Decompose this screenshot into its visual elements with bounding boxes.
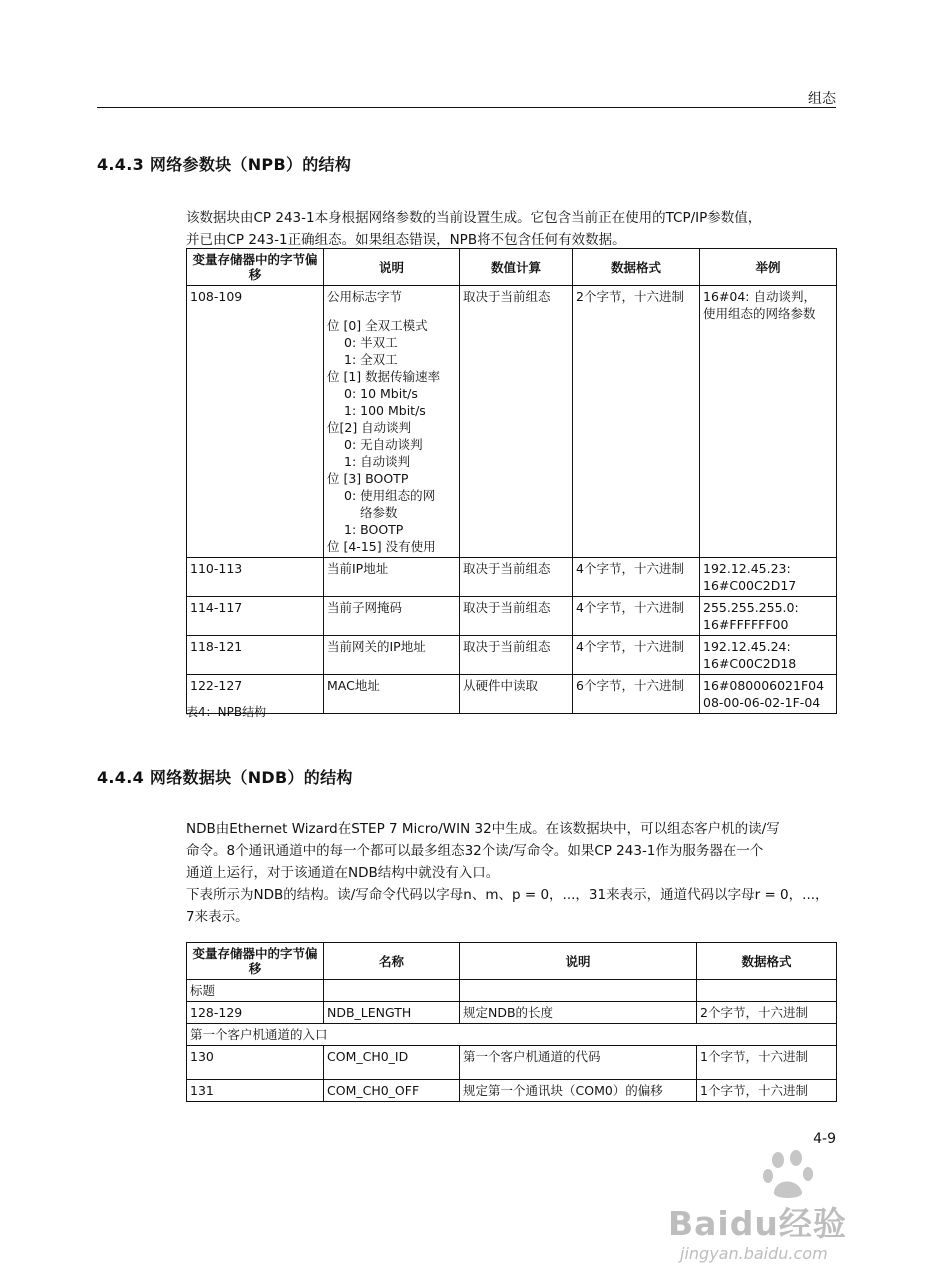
example-line: 16#C00C2D17	[703, 578, 797, 593]
desc-line: 1: BOOTP	[344, 522, 404, 537]
cell-example	[700, 597, 837, 636]
cell-offset: 130	[187, 1046, 324, 1080]
table-header-row	[187, 943, 837, 980]
section-heading-444: 4.4.4 网络数据块（NDB）的结构	[97, 768, 353, 787]
col-header: 数值计算	[460, 249, 573, 286]
watermark-url: jingyan.baidu.com	[680, 1244, 828, 1263]
desc-line: 1: 全双工	[344, 352, 398, 367]
example-line: 16#04: 自动谈判，	[703, 289, 816, 304]
table-row	[187, 558, 837, 597]
table-header-row	[187, 249, 837, 286]
npb-intro-line: 该数据块由CP 243-1本身根据网络参数的当前设置生成。它包含当前正在使用的TCP/IP参数值，	[186, 210, 762, 226]
ndb-structure-paragraph	[186, 884, 836, 928]
paw-print-icon	[760, 1148, 820, 1200]
table-row	[187, 675, 837, 714]
cell-format: 4个字节，十六进制	[573, 597, 700, 636]
ndb-intro-line: 通道上运行，对于该通道在NDB结构中就没有入口。	[186, 865, 500, 881]
example-line: 使用组态的网络参数	[703, 306, 816, 321]
table-row	[187, 1046, 837, 1080]
desc-line: 0: 10 Mbit/s	[344, 386, 418, 401]
table-row	[187, 1002, 837, 1024]
col-header: 变量存储器中的字节偏移	[187, 943, 324, 980]
cell-format: 4个字节，十六进制	[573, 636, 700, 675]
cell-format: 2个字节，十六进制	[697, 1002, 837, 1024]
header-rule	[97, 107, 836, 108]
table-row	[187, 597, 837, 636]
col-header: 数据格式	[697, 943, 837, 980]
col-header: 变量存储器中的字节偏移	[187, 249, 324, 286]
table-caption: 表4：NPB结构	[186, 705, 267, 719]
ndb-structure-line: 下表所示为NDB的结构。读/写命令代码以字母n、m、p = 0，...，31来表示，通道代码以字母r = 0，...，	[186, 887, 829, 903]
cell-offset: 114-117	[187, 597, 324, 636]
cell-description: MAC地址	[324, 675, 460, 714]
cell-example	[700, 636, 837, 675]
example-line: 16#080006021F04	[703, 678, 825, 693]
cell-format: 1个字节，十六进制	[697, 1046, 837, 1080]
ndb-table	[186, 942, 837, 1102]
example-line: 08-00-06-02-1F-04	[703, 695, 821, 710]
cell-description	[324, 286, 460, 558]
col-header: 名称	[324, 943, 460, 980]
cell-example	[700, 675, 837, 714]
desc-line: 0: 半双工	[344, 335, 398, 350]
group-label: 标题	[187, 980, 324, 1002]
cell-calc: 取决于当前组态	[460, 286, 573, 558]
group-label: 第一个客户机通道的入口	[187, 1024, 837, 1046]
cell-example	[700, 286, 837, 558]
cell-description: 规定第一个通讯块（COM0）的偏移	[460, 1080, 697, 1102]
cell-description: 当前IP地址	[324, 558, 460, 597]
cell-description: 第一个客户机通道的代码	[460, 1046, 697, 1080]
desc-line: 公用标志字节	[327, 289, 403, 304]
desc-line: 位 [4-15] 没有使用	[327, 539, 436, 554]
watermark	[668, 1148, 878, 1268]
desc-line: 0: 使用组态的网	[344, 488, 436, 503]
page-number: 4-9	[813, 1131, 836, 1147]
npb-table	[186, 248, 837, 714]
desc-line: 1: 100 Mbit/s	[344, 403, 426, 418]
cell-name: COM_CH0_ID	[324, 1046, 460, 1080]
cell-format: 6个字节，十六进制	[573, 675, 700, 714]
table-group-row	[187, 980, 837, 1002]
table-row	[187, 1080, 837, 1102]
cell-format: 1个字节，十六进制	[697, 1080, 837, 1102]
cell-calc: 取决于当前组态	[460, 597, 573, 636]
cell-calc: 从硬件中读取	[460, 675, 573, 714]
cell-example	[700, 558, 837, 597]
cell-offset: 110-113	[187, 558, 324, 597]
example-line: 192.12.45.23:	[703, 561, 791, 576]
running-header: 组态	[808, 91, 836, 107]
cell-offset: 108-109	[187, 286, 324, 558]
cell-description: 规定NDB的长度	[460, 1002, 697, 1024]
ndb-structure-line: 7来表示。	[186, 909, 249, 925]
npb-intro-paragraph	[186, 207, 836, 251]
watermark-logo: Baidu经验	[668, 1204, 847, 1243]
ndb-intro-line: 命令。8个通讯通道中的每一个都可以最多组态32个读/写命令。如果CP 243-1作为服务器在一个	[186, 843, 764, 859]
table-row	[187, 286, 837, 558]
ndb-intro-paragraph	[186, 818, 836, 884]
col-header: 举例	[700, 249, 837, 286]
cell-offset: 131	[187, 1080, 324, 1102]
col-header: 数据格式	[573, 249, 700, 286]
cell-offset: 128-129	[187, 1002, 324, 1024]
cell-offset: 122-127	[187, 675, 324, 714]
desc-line: 位 [0] 全双工模式	[327, 318, 428, 333]
desc-line: 位 [3] BOOTP	[327, 471, 409, 486]
cell-name: NDB_LENGTH	[324, 1002, 460, 1024]
cell-offset: 118-121	[187, 636, 324, 675]
section-heading-443: 4.4.3 网络参数块（NPB）的结构	[97, 155, 352, 174]
desc-line: 0: 无自动谈判	[344, 437, 423, 452]
cell-format: 2个字节，十六进制	[573, 286, 700, 558]
cell-calc: 取决于当前组态	[460, 636, 573, 675]
table-group-row	[187, 1024, 837, 1046]
example-line: 192.12.45.24:	[703, 639, 791, 654]
desc-line: 络参数	[360, 505, 398, 520]
cell-name: COM_CH0_OFF	[324, 1080, 460, 1102]
cell-description: 当前网关的IP地址	[324, 636, 460, 675]
cell-description: 当前子网掩码	[324, 597, 460, 636]
col-header: 说明	[460, 943, 697, 980]
example-line: 255.255.255.0:	[703, 600, 799, 615]
desc-line: 1: 自动谈判	[344, 454, 411, 469]
example-line: 16#C00C2D18	[703, 656, 797, 671]
cell-format: 4个字节，十六进制	[573, 558, 700, 597]
table-row	[187, 636, 837, 675]
desc-line: 位[2] 自动谈判	[327, 420, 412, 435]
desc-line: 位 [1] 数据传输速率	[327, 369, 441, 384]
col-header: 说明	[324, 249, 460, 286]
example-line: 16#FFFFFF00	[703, 617, 789, 632]
cell-calc: 取决于当前组态	[460, 558, 573, 597]
ndb-intro-line: NDB由Ethernet Wizard在STEP 7 Micro/WIN 32中生成。在该数据块中，可以组态客户机的读/写	[186, 821, 780, 837]
npb-intro-line: 并已由CP 243-1正确组态。如果组态错误，NPB将不包含任何有效数据。	[186, 232, 626, 248]
